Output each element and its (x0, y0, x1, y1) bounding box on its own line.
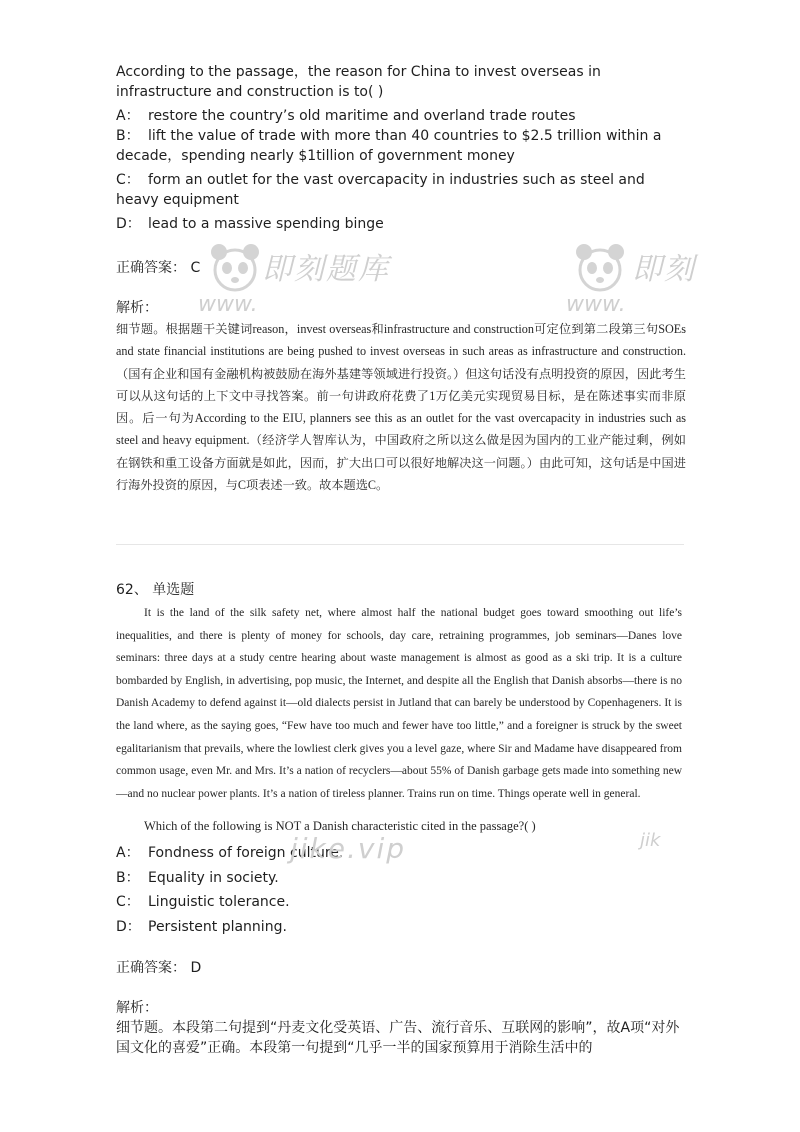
option-label: B： (116, 128, 140, 144)
panda-icon (205, 238, 265, 298)
option-text: Linguistic tolerance. (148, 894, 290, 910)
option-d[interactable] (116, 917, 676, 937)
watermark-brand: 即刻题库 (262, 252, 390, 287)
question-stem: According to the passage，the reason for China to invest overseas in infrastructure and construction is to( ) (116, 64, 601, 100)
reading-passage (116, 602, 682, 805)
analysis-heading: 解析： (116, 1000, 158, 1016)
option-text: lead to a massive spending binge (148, 216, 384, 232)
section-divider (116, 544, 684, 545)
analysis-body: 细节题。本段第二句提到“丹麦文化受英语、广告、流行音乐、互联网的影响”，故A项“对外国文化的喜爱”正确。本段第一句提到“几乎一半的国家预算用于消除生活中的 (116, 1020, 680, 1056)
watermark-brand: 即刻 (632, 252, 696, 287)
question-number: 62、 (116, 582, 148, 598)
option-text: Equality in society. (148, 870, 279, 886)
answer-value: C (190, 260, 201, 276)
answer-label: 正确答案： (116, 960, 186, 976)
option-d[interactable] (116, 214, 676, 234)
watermark-url: www. (566, 292, 626, 317)
option-label: A： (116, 108, 140, 124)
option-text: lift the value of trade with more than 40 countries to $2.5 trillion within a decade，spending nearly $1tillion of government money (116, 128, 662, 164)
option-label: D： (116, 919, 141, 935)
option-c[interactable] (116, 170, 676, 210)
option-text: form an outlet for the vast overcapacity in industries such as steel and heavy equipment (116, 172, 645, 208)
option-a[interactable] (116, 843, 676, 863)
watermark-url: www. (198, 292, 258, 317)
option-c[interactable] (116, 892, 676, 912)
watermark-url: jike.vip (290, 832, 407, 865)
answer-label: 正确答案： (116, 260, 186, 276)
panda-icon (570, 238, 630, 298)
option-b[interactable] (116, 126, 676, 166)
option-label: C： (116, 894, 140, 910)
option-b[interactable] (116, 868, 676, 888)
option-a[interactable] (116, 106, 676, 126)
option-label: C： (116, 172, 140, 188)
correct-answer (116, 958, 201, 978)
analysis-heading: 解析： (116, 300, 158, 316)
option-label: B： (116, 870, 140, 886)
watermark-logo (205, 238, 265, 302)
option-label: A： (116, 845, 140, 861)
option-text: Fondness of foreign culture. (148, 845, 344, 861)
option-text: restore the country’s old maritime and overland trade routes (148, 108, 576, 124)
watermark-url: jik (640, 830, 661, 851)
option-text: Persistent planning. (148, 919, 287, 935)
passage-text: It is the land of the silk safety net, where almost half the national budget goes toward smoothing out life’s inequalities, and there is plenty of money for schools, day care, retraining programmes, job seminars—Danes love seminars: three days at a study centre hearing about waste management is almost as good as a ski trip. It is a culture bombarded by English, in advertising, pop music, the Internet, and despite all the English that Danish absorbs—there is no Danish Academy to defend against it—old dialects persist in Jutland that can barely be understood by Copenhageners. It is the land where, as the saying goes, “Few have too much and fewer have too little,” and a foreigner is struck by the sweet egalitarianism that prevails, where the lowliest clerk gives you a level gaze, where Sir and Madame have disappeared from common usage, even Mr. and Mrs. It’s a nation of recyclers—about 55% of Danish garbage gets made into something new—and no nuclear power plants. It’s a nation of tireless planner. Trains run on time. Things operate well in general. (116, 607, 682, 800)
question-header (116, 580, 194, 600)
question-prompt: Which of the following is NOT a Danish characteristic cited in the passage?( ) (144, 819, 536, 833)
answer-value: D (190, 960, 202, 976)
watermark-logo (570, 238, 630, 302)
analysis-body: 细节题。根据题干关键词reason，invest overseas和infrastructure and construction可定位到第二段第三句SOEs and state financial institutions are being pushed to invest overseas in such areas as infrastructure and construction.（国有企业和国有金融机构被鼓励在海外基建等领域进行投资。）但这句话没有点明投资的原因，因此考生可以从这句话的上下文中寻找答案。前一句讲政府花费了1万亿美元实现贸易目标，是在陈述事实而非原因。后一句为According to the EIU, planners see this as an outlet for the vast overcapacity in industries such as steel and heavy equipment.（经济学人智库认为，中国政府之所以这么做是因为国内的工业产能过剩，例如在钢铁和重工设备方面就是如此，因而，扩大出口可以很好地解决这一问题。）由此可知，这句话是中国进行海外投资的原因，与C项表述一致。故本题选C。 (116, 322, 686, 493)
question-type: 单选题 (152, 582, 195, 598)
option-label: D： (116, 216, 141, 232)
correct-answer (116, 258, 200, 278)
